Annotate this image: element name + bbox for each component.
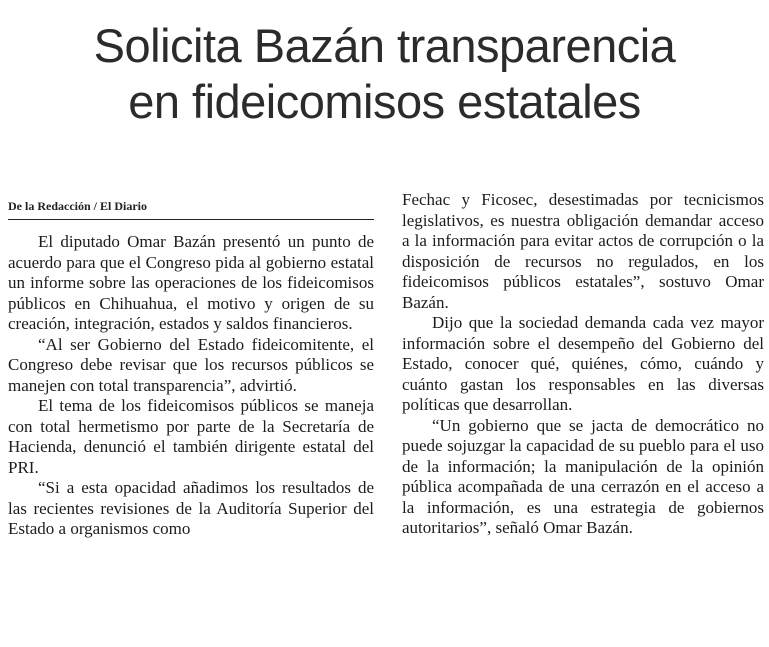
headline [0,18,769,130]
byline: De la Redacción / El Diario [8,199,374,220]
right-column [402,190,764,539]
paragraph: “Un gobierno que se jacta de democrático no puede sojuzgar la capacidad de su pueblo para el uso de la información; la manipulación de la opinión pública acompañada de una cerrazón en el acceso a la información, es una estrategia de gobiernos autoritarios”, señaló Omar Bazán. [402,415,764,537]
paragraph: El tema de los fideicomisos públicos se maneja con total hermetismo por parte de la Secretaría de Hacienda, denunció el también dirigente estatal del PRI. [8,396,374,477]
paragraph: “Al ser Gobierno del Estado fideicomitente, el Congreso debe revisar que los recursos públicos se manejen con total transparencia”, advirtió. [8,334,374,395]
headline-line-1: Solicita Bazán transparencia [93,19,676,72]
paragraph-continued: Fechac y Ficosec, desestimadas por tecnicismos legislativos, es nuestra obligación demandar acceso a la información para evitar actos de corrupción o la disposición de recursos no regulados, en los fideicomisos públicos estatales”, sostuvo Omar Bazán. [402,190,764,312]
paragraph: El diputado Omar Bazán presentó un punto de acuerdo para que el Congreso pida al gobierno estatal un informe sobre las operaciones de los fideicomisos públicos en Chihuahua, el motivo y origen de su creación, integración, estados y saldos financieros. [8,232,374,333]
paragraph: “Si a esta opacidad añadimos los resultados de las recientes revisiones de la Auditoría Superior del Estado a organismos como [8,478,374,538]
paragraph: Dijo que la sociedad demanda cada vez mayor información sobre el desempeño del Gobierno del Estado, conocer qué, quiénes, cómo, cuándo y cuánto gastan los responsables en las diversas políticas que desarrollan. [402,313,764,414]
left-column [8,232,374,540]
headline-line-2: en fideicomisos estatales [128,75,641,128]
